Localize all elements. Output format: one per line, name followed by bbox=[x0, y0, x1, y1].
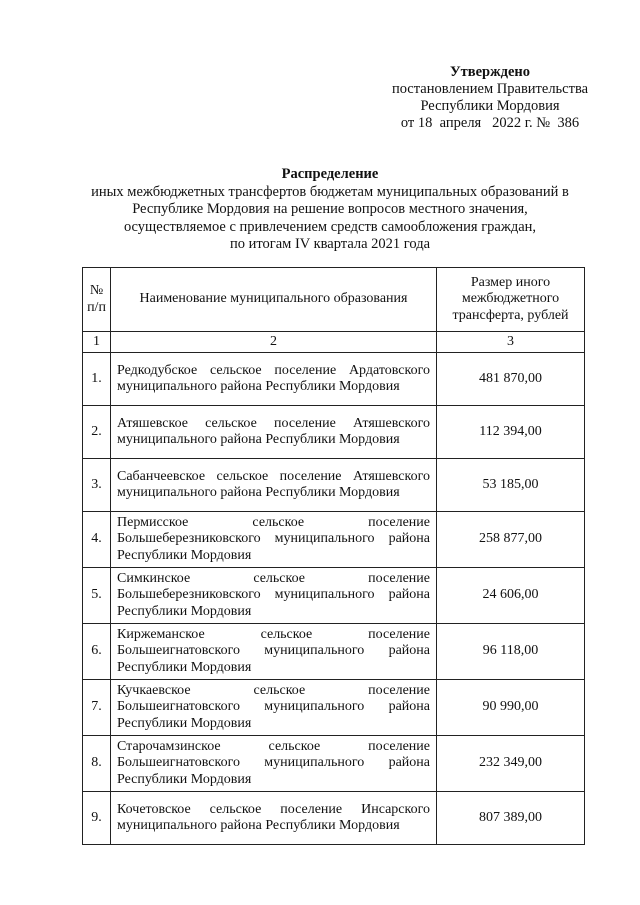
row-amount: 96 118,00 bbox=[482, 643, 539, 659]
column-numbers-row bbox=[83, 332, 585, 353]
approval-title: Утверждено bbox=[450, 64, 530, 80]
row-name: Пермисское сельское поселение Большеберезниковского муниципального района Республики Мордовия bbox=[117, 514, 430, 563]
col-number-3: 3 bbox=[437, 332, 585, 353]
approval-line-1: постановлением Правительства bbox=[391, 81, 589, 97]
header-num: № п/п bbox=[83, 268, 111, 332]
row-name: Киржеманское сельское поселение Большеигнатовского муниципального района Республики Мордовия bbox=[117, 626, 430, 675]
heading-line-2: Республике Мордовия на решение вопросов местного значения, bbox=[132, 201, 528, 217]
row-num: 7. bbox=[83, 680, 111, 736]
approval-block bbox=[370, 64, 610, 132]
heading-line-1: иных межбюджетных трансфертов бюджетам муниципальных образований в bbox=[91, 183, 569, 200]
row-num: 4. bbox=[83, 512, 111, 568]
distribution-table bbox=[82, 267, 585, 845]
row-amount: 112 394,00 bbox=[479, 423, 542, 439]
row-name: Кучкаевское сельское поселение Большеигнатовского муниципального района Республики Мордовия bbox=[117, 682, 430, 731]
row-name: Атяшевское сельское поселение Атяшевского муниципального района Республики Мордовия bbox=[117, 415, 430, 447]
document-heading bbox=[70, 166, 590, 254]
row-amount: 258 877,00 bbox=[479, 531, 542, 547]
row-amount: 232 349,00 bbox=[479, 755, 542, 771]
header-amount: Размер иного межбюджетного трансферта, рублей bbox=[437, 268, 585, 332]
heading-line-4: по итогам IV квартала 2021 года bbox=[229, 236, 431, 252]
table-header-row bbox=[83, 268, 585, 332]
table-row bbox=[83, 353, 585, 406]
document-title: Распределение bbox=[281, 166, 379, 182]
row-name: Редкодубское сельское поселение Ардатовского муниципального района Республики Мордовия bbox=[117, 362, 430, 394]
row-name: Сабанчеевское сельское поселение Атяшевского муниципального района Республики Мордовия bbox=[117, 468, 430, 500]
row-num: 2. bbox=[83, 406, 111, 459]
heading-line-3: осуществляемое с привлечением средств самообложения граждан, bbox=[123, 218, 537, 235]
header-name: Наименование муниципального образования bbox=[111, 268, 437, 332]
row-amount: 90 990,00 bbox=[482, 699, 539, 715]
table-row bbox=[83, 459, 585, 512]
col-number-1: 1 bbox=[83, 332, 111, 353]
row-num: 3. bbox=[83, 459, 111, 512]
row-num: 1. bbox=[83, 353, 111, 406]
col-number-2: 2 bbox=[111, 332, 437, 353]
row-num: 8. bbox=[83, 736, 111, 792]
approval-line-2: Республики Мордовия bbox=[420, 98, 560, 114]
table-row bbox=[83, 736, 585, 792]
row-amount: 481 870,00 bbox=[479, 370, 542, 386]
table-row bbox=[83, 512, 585, 568]
row-name: Кочетовское сельское поселение Инсарского муниципального района Республики Мордовия bbox=[117, 801, 430, 833]
table-row bbox=[83, 624, 585, 680]
table-row bbox=[83, 680, 585, 736]
row-name: Старочамзинское сельское поселение Большеигнатовского муниципального района Республики Мордовия bbox=[117, 738, 430, 787]
row-num: 5. bbox=[83, 568, 111, 624]
row-amount: 53 185,00 bbox=[482, 476, 539, 492]
row-amount: 24 606,00 bbox=[482, 587, 539, 603]
row-amount: 807 389,00 bbox=[479, 809, 542, 825]
table-row bbox=[83, 568, 585, 624]
table-row bbox=[83, 792, 585, 845]
row-num: 6. bbox=[83, 624, 111, 680]
row-name: Симкинское сельское поселение Большеберезниковского муниципального района Республики Мордовия bbox=[117, 570, 430, 619]
approval-line-3: от 18 апреля 2022 г. № 386 bbox=[400, 115, 580, 131]
row-num: 9. bbox=[83, 792, 111, 845]
table-row bbox=[83, 406, 585, 459]
